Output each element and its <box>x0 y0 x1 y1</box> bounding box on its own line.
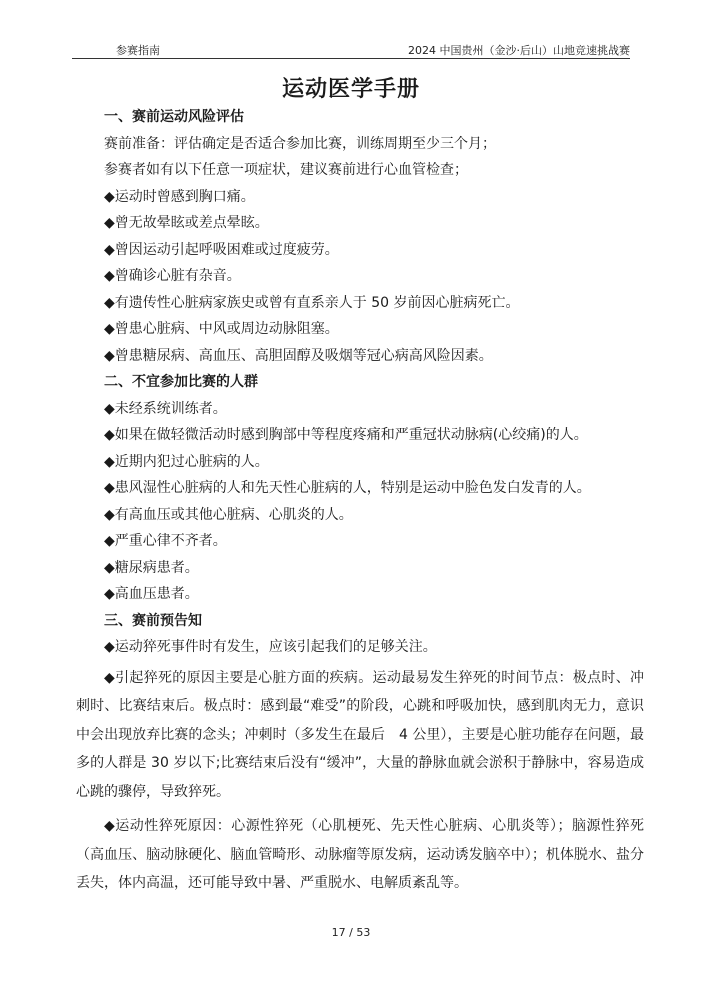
bullet-item: ◆近期内犯过心脏病的人。 <box>104 453 269 470</box>
page-title: 运动医学手册 <box>281 77 420 102</box>
text-line: 赛前准备：评估确定是否适合参加比赛，训练周期至少三个月； <box>104 135 496 152</box>
text-line: 参赛者如有以下任意一项症状，建议赛前进行心血管检查； <box>104 162 468 178</box>
document-body <box>76 104 644 898</box>
bullet-item: ◆运动猝死事件时有发生，应该引起我们的足够关注。 <box>104 639 437 655</box>
bullet-item: ◆曾无故晕眩或差点晕眩。 <box>104 215 269 231</box>
section-heading-risk-assessment: 一、赛前运动风险评估 <box>104 109 244 125</box>
bullet-item: ◆曾确诊心脏有杂音。 <box>104 268 241 284</box>
section-heading-unsuitable-groups: 二、不宜参加比赛的人群 <box>104 374 258 390</box>
bullet-item: ◆未经系统训练者。 <box>104 400 227 417</box>
header-right-text: 2024 中国贵州（金沙·后山）山地竞速挑战赛 <box>408 44 630 57</box>
page-header <box>72 38 630 59</box>
bullet-item: ◆患风湿性心脏病的人和先天性心脏病的人，特别是运动中脸色发白发青的人。 <box>104 480 591 496</box>
paragraph-sudden-death-types: ◆运动性猝死原因：心源性猝死（心肌梗死、先天性心脏病、心肌炎等）；脑源性猝死（高血压、脑动脉硬化、脑血管畸形、动脉瘤等原发病，运动诱发脑卒中）；机体脱水、盐分丢失，体内高温，还可能导致中暑、严重脱水、电解质紊乱等。 <box>76 818 644 891</box>
section-heading-pre-race-notice: 三、赛前预告知 <box>104 612 202 629</box>
page-number: 17 / 53 <box>331 926 371 939</box>
bullet-item: ◆曾患糖尿病、高血压、高胆固醇及吸烟等冠心病高风险因素。 <box>104 347 493 364</box>
header-left-text: 参赛指南 <box>116 44 160 57</box>
bullet-item: ◆曾患心脏病、中风或周边动脉阻塞。 <box>104 321 339 337</box>
bullet-item: ◆严重心律不齐者。 <box>104 533 227 549</box>
bullet-item: ◆高血压患者。 <box>104 586 199 602</box>
bullet-item: ◆曾因运动引起呼吸困难或过度疲劳。 <box>104 241 339 258</box>
bullet-item: ◆糖尿病患者。 <box>104 559 199 576</box>
paragraph-sudden-death-causes: ◆引起猝死的原因主要是心脏方面的疾病。运动最易发生猝死的时间节点：极点时、冲刺时、比赛结束后。极点时：感到最“难受”的阶段，心跳和呼吸加快，感到肌肉无力，意识中会出现放弃比赛的念头；冲刺时（多发生在最后 4 公里），主要是心脏功能存在问题，最多的人群是 30 岁以下;比赛结束后没有“缓冲”，大量的静脉血就会淤积于静脉中，容易造成心跳的骤停，导致猝死。 <box>76 669 644 800</box>
bullet-item: ◆如果在做轻微活动时感到胸部中等程度疼痛和严重冠状动脉病(心绞痛)的人。 <box>104 427 588 443</box>
bullet-item: ◆有遗传性心脏病家族史或曾有直系亲人于 50 岁前因心脏病死亡。 <box>104 294 520 311</box>
bullet-item: ◆运动时曾感到胸口痛。 <box>104 188 255 205</box>
bullet-item: ◆有高血压或其他心脏病、心肌炎的人。 <box>104 506 353 523</box>
